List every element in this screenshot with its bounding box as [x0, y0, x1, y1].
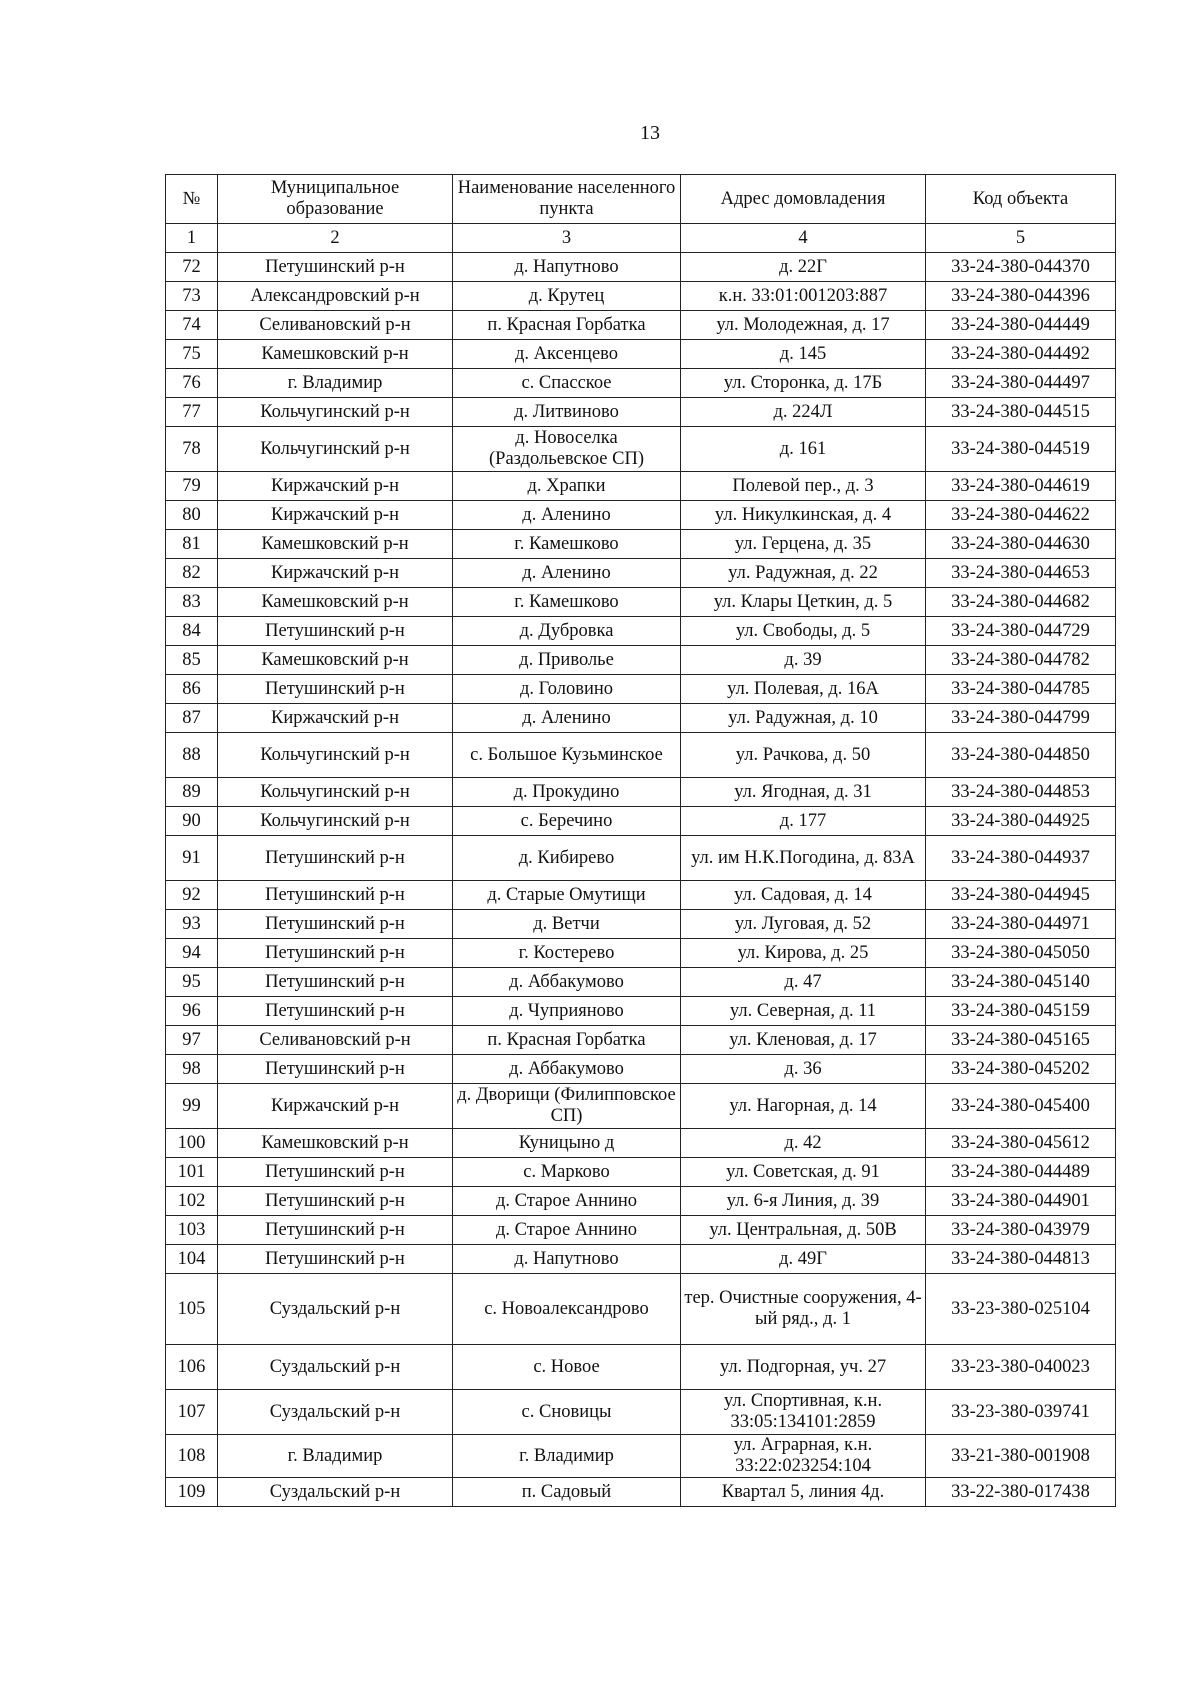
table-row	[166, 997, 1116, 1026]
municipality-cell: Киржачский р-н	[218, 1084, 453, 1129]
object-code-cell: 33-24-380-044653	[926, 559, 1116, 588]
settlement-cell: д. Аксенцево	[453, 340, 681, 369]
row-number: 108	[166, 1435, 218, 1478]
table-row	[166, 646, 1116, 675]
municipality-cell: Киржачский р-н	[218, 704, 453, 733]
table-row	[166, 427, 1116, 472]
row-number: 93	[166, 910, 218, 939]
address-cell: д. 49Г	[681, 1245, 926, 1274]
header-number: №	[166, 175, 218, 224]
settlement-cell: д. Прокудино	[453, 778, 681, 807]
settlement-cell: д. Приволье	[453, 646, 681, 675]
object-code-cell: 33-24-380-045612	[926, 1129, 1116, 1158]
object-code-cell: 33-24-380-044370	[926, 253, 1116, 282]
address-cell: д. 39	[681, 646, 926, 675]
table-row	[166, 1345, 1116, 1390]
settlement-cell: д. Аленино	[453, 501, 681, 530]
column-number: 5	[926, 224, 1116, 253]
municipality-cell: Камешковский р-н	[218, 1129, 453, 1158]
header-address: Адрес домовладения	[681, 175, 926, 224]
row-number: 81	[166, 530, 218, 559]
settlement-cell: д. Чуприяново	[453, 997, 681, 1026]
row-number: 95	[166, 968, 218, 997]
row-number: 74	[166, 311, 218, 340]
table-row	[166, 1055, 1116, 1084]
object-code-cell: 33-24-380-044901	[926, 1187, 1116, 1216]
row-number: 76	[166, 369, 218, 398]
object-code-cell: 33-24-380-045400	[926, 1084, 1116, 1129]
table-row	[166, 910, 1116, 939]
table-row	[166, 1187, 1116, 1216]
object-code-cell: 33-24-380-045159	[926, 997, 1116, 1026]
municipality-cell: Петушинский р-н	[218, 881, 453, 910]
municipality-cell: Петушинский р-н	[218, 939, 453, 968]
object-code-cell: 33-24-380-044729	[926, 617, 1116, 646]
address-cell: ул. Рачкова, д. 50	[681, 733, 926, 778]
object-code-cell: 33-24-380-044489	[926, 1158, 1116, 1187]
settlement-cell: п. Красная Горбатка	[453, 1026, 681, 1055]
address-cell: ул. Полевая, д. 16А	[681, 675, 926, 704]
column-number: 3	[453, 224, 681, 253]
object-code-cell: 33-24-380-044813	[926, 1245, 1116, 1274]
table-row	[166, 501, 1116, 530]
row-number: 109	[166, 1478, 218, 1507]
column-number-row	[166, 224, 1116, 253]
municipality-cell: г. Владимир	[218, 1435, 453, 1478]
settlement-cell: с. Сновицы	[453, 1390, 681, 1435]
object-code-cell: 33-24-380-044945	[926, 881, 1116, 910]
municipality-cell: Кольчугинский р-н	[218, 733, 453, 778]
object-code-cell: 33-24-380-045165	[926, 1026, 1116, 1055]
object-code-cell: 33-24-380-044937	[926, 836, 1116, 881]
municipality-cell: Кольчугинский р-н	[218, 398, 453, 427]
object-code-cell: 33-23-380-025104	[926, 1274, 1116, 1345]
settlement-cell: д. Аббакумово	[453, 968, 681, 997]
address-cell: д. 177	[681, 807, 926, 836]
table-row	[166, 1390, 1116, 1435]
address-cell: ул. 6-я Линия, д. 39	[681, 1187, 926, 1216]
municipality-cell: Суздальский р-н	[218, 1390, 453, 1435]
municipality-cell: Суздальский р-н	[218, 1274, 453, 1345]
address-cell: ул. Спортивная, к.н. 33:05:134101:2859	[681, 1390, 926, 1435]
table-row	[166, 807, 1116, 836]
settlement-cell: д. Напутново	[453, 1245, 681, 1274]
object-code-cell: 33-24-380-044799	[926, 704, 1116, 733]
settlement-cell: д. Аббакумово	[453, 1055, 681, 1084]
table-row	[166, 617, 1116, 646]
address-cell: ул. Кленовая, д. 17	[681, 1026, 926, 1055]
municipality-cell: Кольчугинский р-н	[218, 807, 453, 836]
address-cell: ул. Центральная, д. 50В	[681, 1216, 926, 1245]
municipality-cell: Киржачский р-н	[218, 559, 453, 588]
municipality-cell: Камешковский р-н	[218, 530, 453, 559]
row-number: 87	[166, 704, 218, 733]
settlement-cell: д. Старые Омутищи	[453, 881, 681, 910]
address-cell: д. 47	[681, 968, 926, 997]
row-number: 82	[166, 559, 218, 588]
table-row	[166, 881, 1116, 910]
object-code-cell: 33-24-380-044850	[926, 733, 1116, 778]
address-cell: ул. Клары Цеткин, д. 5	[681, 588, 926, 617]
table-row	[166, 1245, 1116, 1274]
table-row	[166, 939, 1116, 968]
row-number: 84	[166, 617, 218, 646]
page-number: 13	[640, 122, 660, 144]
settlement-cell: г. Костерево	[453, 939, 681, 968]
municipality-cell: Петушинский р-н	[218, 675, 453, 704]
municipality-cell: Камешковский р-н	[218, 588, 453, 617]
address-cell: ул. Герцена, д. 35	[681, 530, 926, 559]
row-number: 98	[166, 1055, 218, 1084]
settlement-cell: с. Спасское	[453, 369, 681, 398]
settlement-cell: с. Новое	[453, 1345, 681, 1390]
row-number: 100	[166, 1129, 218, 1158]
settlement-cell: д. Старое Аннино	[453, 1216, 681, 1245]
settlement-cell: д. Аленино	[453, 559, 681, 588]
object-code-cell: 33-24-380-044449	[926, 311, 1116, 340]
object-code-cell: 33-21-380-001908	[926, 1435, 1116, 1478]
municipality-cell: Петушинский р-н	[218, 968, 453, 997]
row-number: 73	[166, 282, 218, 311]
table-row	[166, 369, 1116, 398]
settlement-cell: д. Ветчи	[453, 910, 681, 939]
municipality-cell: Камешковский р-н	[218, 340, 453, 369]
municipality-cell: Александровский р-н	[218, 282, 453, 311]
municipality-cell: Кольчугинский р-н	[218, 778, 453, 807]
municipality-cell: Петушинский р-н	[218, 253, 453, 282]
address-cell: Квартал 5, линия 4д.	[681, 1478, 926, 1507]
address-cell: ул. Ягодная, д. 31	[681, 778, 926, 807]
object-code-cell: 33-23-380-039741	[926, 1390, 1116, 1435]
settlement-cell: г. Камешково	[453, 530, 681, 559]
object-code-cell: 33-24-380-044622	[926, 501, 1116, 530]
address-cell: ул. Подгорная, уч. 27	[681, 1345, 926, 1390]
table-row	[166, 1274, 1116, 1345]
settlement-cell: д. Кибирево	[453, 836, 681, 881]
row-number: 92	[166, 881, 218, 910]
object-code-cell: 33-24-380-044396	[926, 282, 1116, 311]
table-row	[166, 398, 1116, 427]
table-row	[166, 588, 1116, 617]
table-row	[166, 1129, 1116, 1158]
row-number: 104	[166, 1245, 218, 1274]
settlement-cell: д. Головино	[453, 675, 681, 704]
address-cell: ул. Садовая, д. 14	[681, 881, 926, 910]
settlement-cell: д. Напутново	[453, 253, 681, 282]
table-row	[166, 1435, 1116, 1478]
object-code-cell: 33-24-380-044519	[926, 427, 1116, 472]
row-number: 72	[166, 253, 218, 282]
settlement-cell: д. Новоселка (Раздольевское СП)	[453, 427, 681, 472]
settlement-cell: Куницыно д	[453, 1129, 681, 1158]
object-code-cell: 33-24-380-044619	[926, 472, 1116, 501]
table-row	[166, 836, 1116, 881]
settlement-cell: с. Марково	[453, 1158, 681, 1187]
municipality-cell: Киржачский р-н	[218, 501, 453, 530]
object-code-cell: 33-24-380-044630	[926, 530, 1116, 559]
column-number: 4	[681, 224, 926, 253]
table-row	[166, 530, 1116, 559]
address-cell: д. 22Г	[681, 253, 926, 282]
row-number: 107	[166, 1390, 218, 1435]
row-number: 88	[166, 733, 218, 778]
address-cell: к.н. 33:01:001203:887	[681, 282, 926, 311]
table-row	[166, 1216, 1116, 1245]
row-number: 78	[166, 427, 218, 472]
address-cell: д. 224Л	[681, 398, 926, 427]
settlement-cell: п. Садовый	[453, 1478, 681, 1507]
row-number: 102	[166, 1187, 218, 1216]
table-row	[166, 704, 1116, 733]
header-municipality: Муниципальное образование	[218, 175, 453, 224]
row-number: 97	[166, 1026, 218, 1055]
municipality-cell: Петушинский р-н	[218, 910, 453, 939]
municipality-cell: Петушинский р-н	[218, 617, 453, 646]
row-number: 80	[166, 501, 218, 530]
table-row	[166, 282, 1116, 311]
address-cell: ул. Никулкинская, д. 4	[681, 501, 926, 530]
row-number: 106	[166, 1345, 218, 1390]
object-code-cell: 33-24-380-043979	[926, 1216, 1116, 1245]
settlement-cell: д. Литвиново	[453, 398, 681, 427]
row-number: 85	[166, 646, 218, 675]
object-code-cell: 33-24-380-044682	[926, 588, 1116, 617]
settlement-cell: с. Беречино	[453, 807, 681, 836]
municipality-cell: Кольчугинский р-н	[218, 427, 453, 472]
row-number: 75	[166, 340, 218, 369]
settlement-cell: д. Дворищи (Филипповское СП)	[453, 1084, 681, 1129]
municipality-cell: Селивановский р-н	[218, 1026, 453, 1055]
municipality-cell: Петушинский р-н	[218, 1158, 453, 1187]
header-object-code: Код объекта	[926, 175, 1116, 224]
address-cell: ул. Северная, д. 11	[681, 997, 926, 1026]
table-row	[166, 675, 1116, 704]
column-number: 2	[218, 224, 453, 253]
municipality-cell: Петушинский р-н	[218, 1187, 453, 1216]
table-row	[166, 968, 1116, 997]
settlement-cell: г. Владимир	[453, 1435, 681, 1478]
column-number: 1	[166, 224, 218, 253]
municipality-cell: Петушинский р-н	[218, 836, 453, 881]
table-row	[166, 1158, 1116, 1187]
row-number: 99	[166, 1084, 218, 1129]
municipality-cell: Петушинский р-н	[218, 1055, 453, 1084]
address-cell: д. 42	[681, 1129, 926, 1158]
object-code-cell: 33-24-380-044971	[926, 910, 1116, 939]
settlement-cell: д. Храпки	[453, 472, 681, 501]
object-code-cell: 33-23-380-040023	[926, 1345, 1116, 1390]
address-cell: ул. Нагорная, д. 14	[681, 1084, 926, 1129]
address-cell: ул. Молодежная, д. 17	[681, 311, 926, 340]
row-number: 79	[166, 472, 218, 501]
object-code-cell: 33-24-380-044492	[926, 340, 1116, 369]
object-code-cell: 33-22-380-017438	[926, 1478, 1116, 1507]
address-cell: Полевой пер., д. 3	[681, 472, 926, 501]
table-row	[166, 340, 1116, 369]
address-cell: ул. Луговая, д. 52	[681, 910, 926, 939]
municipality-cell: Киржачский р-н	[218, 472, 453, 501]
table-row	[166, 1478, 1116, 1507]
object-code-cell: 33-24-380-044515	[926, 398, 1116, 427]
settlement-cell: д. Старое Аннино	[453, 1187, 681, 1216]
object-code-cell: 33-24-380-044785	[926, 675, 1116, 704]
address-cell: ул. Сторонка, д. 17Б	[681, 369, 926, 398]
table-header-row	[166, 175, 1116, 224]
table-row	[166, 559, 1116, 588]
object-code-cell: 33-24-380-044925	[926, 807, 1116, 836]
settlement-cell: г. Камешково	[453, 588, 681, 617]
settlement-cell: д. Аленино	[453, 704, 681, 733]
settlement-cell: д. Крутец	[453, 282, 681, 311]
row-number: 94	[166, 939, 218, 968]
address-cell: ул. Радужная, д. 10	[681, 704, 926, 733]
municipality-cell: Селивановский р-н	[218, 311, 453, 340]
table-row	[166, 253, 1116, 282]
row-number: 105	[166, 1274, 218, 1345]
address-cell: д. 161	[681, 427, 926, 472]
object-code-cell: 33-24-380-044853	[926, 778, 1116, 807]
address-cell: тер. Очистные сооружения, 4-ый ряд., д. 1	[681, 1274, 926, 1345]
address-cell: ул. Аграрная, к.н. 33:22:023254:104	[681, 1435, 926, 1478]
row-number: 77	[166, 398, 218, 427]
table-row	[166, 733, 1116, 778]
address-cell: ул. Радужная, д. 22	[681, 559, 926, 588]
row-number: 101	[166, 1158, 218, 1187]
row-number: 83	[166, 588, 218, 617]
settlement-cell: с. Большое Кузьминское	[453, 733, 681, 778]
row-number: 86	[166, 675, 218, 704]
row-number: 91	[166, 836, 218, 881]
row-number: 96	[166, 997, 218, 1026]
table-row	[166, 311, 1116, 340]
table-row	[166, 1026, 1116, 1055]
address-cell: ул. Советская, д. 91	[681, 1158, 926, 1187]
object-code-cell: 33-24-380-044497	[926, 369, 1116, 398]
address-cell: д. 145	[681, 340, 926, 369]
address-cell: ул. Кирова, д. 25	[681, 939, 926, 968]
object-code-cell: 33-24-380-044782	[926, 646, 1116, 675]
header-settlement: Наименование населенного пункта	[453, 175, 681, 224]
settlement-cell: д. Дубровка	[453, 617, 681, 646]
address-cell: ул. Свободы, д. 5	[681, 617, 926, 646]
object-code-cell: 33-24-380-045140	[926, 968, 1116, 997]
row-number: 90	[166, 807, 218, 836]
municipality-cell: Петушинский р-н	[218, 1216, 453, 1245]
municipality-cell: Петушинский р-н	[218, 1245, 453, 1274]
municipality-cell: Суздальский р-н	[218, 1478, 453, 1507]
object-code-cell: 33-24-380-045202	[926, 1055, 1116, 1084]
table-body	[166, 253, 1116, 1507]
municipality-cell: г. Владимир	[218, 369, 453, 398]
households-table	[165, 174, 1116, 1507]
row-number: 89	[166, 778, 218, 807]
municipality-cell: Суздальский р-н	[218, 1345, 453, 1390]
address-cell: ул. им Н.К.Погодина, д. 83А	[681, 836, 926, 881]
municipality-cell: Камешковский р-н	[218, 646, 453, 675]
municipality-cell: Петушинский р-н	[218, 997, 453, 1026]
settlement-cell: п. Красная Горбатка	[453, 311, 681, 340]
row-number: 103	[166, 1216, 218, 1245]
table-row	[166, 472, 1116, 501]
settlement-cell: с. Новоалександрово	[453, 1274, 681, 1345]
object-code-cell: 33-24-380-045050	[926, 939, 1116, 968]
address-cell: д. 36	[681, 1055, 926, 1084]
table-row	[166, 1084, 1116, 1129]
table-row	[166, 778, 1116, 807]
